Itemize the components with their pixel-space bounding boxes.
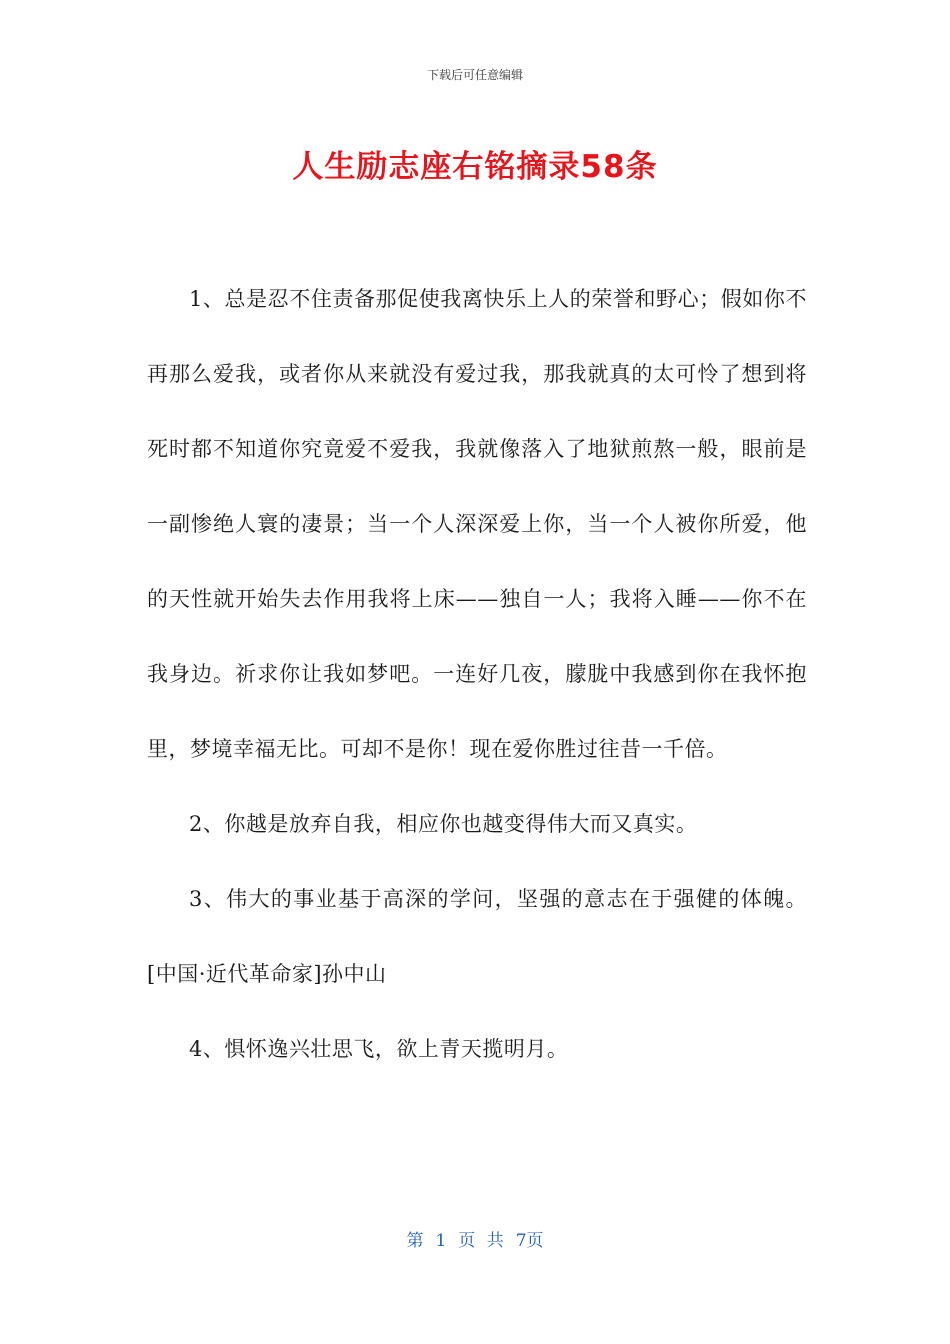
document-body (147, 262, 807, 1087)
paragraph-1: 1、总是忍不住责备那促使我离快乐上人的荣誉和野心；假如你不再那么爱我，或者你从来就没有爱过我，那我就真的太可怜了想到将死时都不知道你究竟爱不爱我，我就像落入了地狱煎熬一般，眼前是一副惨绝人寰的凄景；当一个人深深爱上你，当一个人被你所爱，他的天性就开始失去作用我将上床——独自一人；我将入睡——你不在我身边。祈求你让我如梦吧。一连好几夜，朦胧中我感到你在我怀抱里，梦境幸福无比。可却不是你！现在爱你胜过往昔一千倍。 (147, 287, 807, 761)
page-footer (0, 1226, 950, 1251)
paragraph-4: 4、惧怀逸兴壮思飞，欲上青天揽明月。 (189, 1037, 569, 1061)
footer-current-page: 1 (435, 1231, 447, 1251)
paragraph-2: 2、你越是放弃自我，相应你也越变得伟大而又真实。 (189, 812, 698, 836)
footer-total-pages: 7页 (515, 1231, 544, 1251)
footer-prefix: 第 (406, 1231, 424, 1251)
header-note: 下载后可任意编辑 (426, 68, 523, 82)
paragraph-3: 3、伟大的事业基于高深的学问，坚强的意志在于强健的体魄。[中国·近代革命家]孙中山 (147, 887, 807, 986)
footer-middle: 页 共 (458, 1231, 504, 1251)
document-title: 人生励志座右铭摘录58条 (292, 149, 658, 185)
